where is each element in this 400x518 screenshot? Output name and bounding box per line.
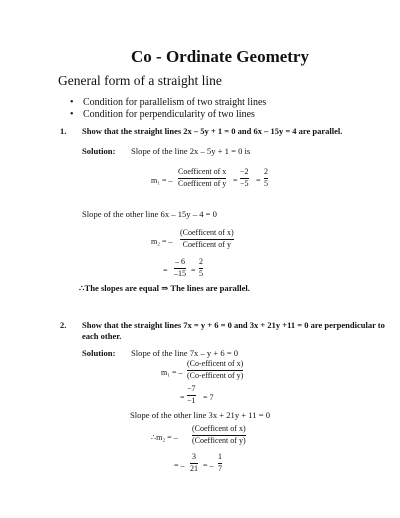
fraction: [187, 359, 243, 381]
solution-text: Slope of the line 2x – 5y + 1 = 0 is: [131, 146, 251, 156]
equals-sign: =: [163, 266, 168, 275]
equals-sign: =: [180, 393, 185, 402]
denominator: 5: [199, 269, 203, 278]
fraction: [178, 167, 226, 189]
fraction: [199, 257, 203, 279]
denominator: −5: [240, 179, 249, 188]
denominator: 21: [190, 464, 198, 473]
fraction: [180, 228, 234, 250]
fraction: [218, 452, 222, 474]
numerator: −7: [187, 384, 196, 393]
numerator: 1: [218, 452, 222, 461]
fraction: [192, 424, 246, 446]
denominator: (Co-efficent of y): [187, 371, 244, 380]
question-number: 2.: [60, 320, 67, 330]
fraction: [264, 167, 268, 189]
denominator: −1: [187, 396, 196, 405]
denominator: –15: [174, 269, 186, 278]
question-text: each other.: [82, 331, 122, 341]
equals-sign: =: [191, 266, 196, 275]
numerator: (Coefficent of x): [192, 424, 246, 433]
fraction: [240, 167, 249, 189]
question-number: 1.: [60, 126, 67, 136]
question-text: Show that the straight lines 7x = y + 6 = 0 and 3x + 21y +11 = 0 are perpendicular to: [82, 320, 385, 330]
equals-sign: = –: [203, 461, 214, 470]
numerator: 2: [264, 167, 268, 176]
denominator: Coefficent of y: [178, 179, 227, 188]
numerator: 3: [192, 452, 196, 461]
bullet-item: • Condition for parallelism of two straight lines: [83, 97, 266, 108]
equals-sign: = –: [174, 461, 185, 470]
slope-label: m₂ = –: [151, 237, 173, 246]
numerator: Coefficent of x: [178, 167, 227, 176]
solution-text: Slope of the line 7x – y + 6 = 0: [131, 348, 239, 358]
page-title: Co - Ordinate Geometry: [131, 47, 309, 66]
fraction: [190, 452, 198, 474]
numerator: 2: [199, 257, 203, 266]
solution-text: Slope of the other line 6x – 15y – 4 = 0: [82, 209, 217, 219]
solution-label: Solution:: [82, 348, 116, 358]
numerator: −2: [240, 167, 249, 176]
denominator: 7: [218, 464, 222, 473]
question-text: Show that the straight lines 2x – 5y + 1 = 0 and 6x – 15y = 4 are parallel.: [82, 126, 343, 136]
numerator: (Coefficent of x): [180, 228, 234, 237]
denominator: Coefficent of y: [182, 240, 231, 249]
denominator: 5: [264, 179, 268, 188]
slope-label: m₁ = –: [161, 368, 183, 377]
slope-label: m₁ = –: [151, 176, 173, 185]
numerator: – 6: [175, 257, 185, 266]
bullet-item: • Condition for perpendicularity of two lines: [83, 109, 255, 120]
solution-text: Slope of the other line 3x + 21y + 11 = 0: [130, 410, 271, 420]
result-value: = 7: [203, 393, 214, 402]
section-heading: General form of a straight line: [58, 73, 222, 88]
solution-label: Solution:: [82, 146, 116, 156]
fraction: [174, 257, 186, 279]
equals-sign: =: [233, 176, 238, 185]
fraction: [187, 384, 196, 406]
numerator: (Co-efficent of x): [187, 359, 244, 368]
slope-label: ∴m₂ = –: [151, 433, 178, 442]
equals-sign: =: [256, 176, 261, 185]
conclusion-text: ∴The slopes are equal ⇒ The lines are parallel.: [79, 283, 250, 293]
denominator: (Coefficent of y): [192, 436, 246, 445]
